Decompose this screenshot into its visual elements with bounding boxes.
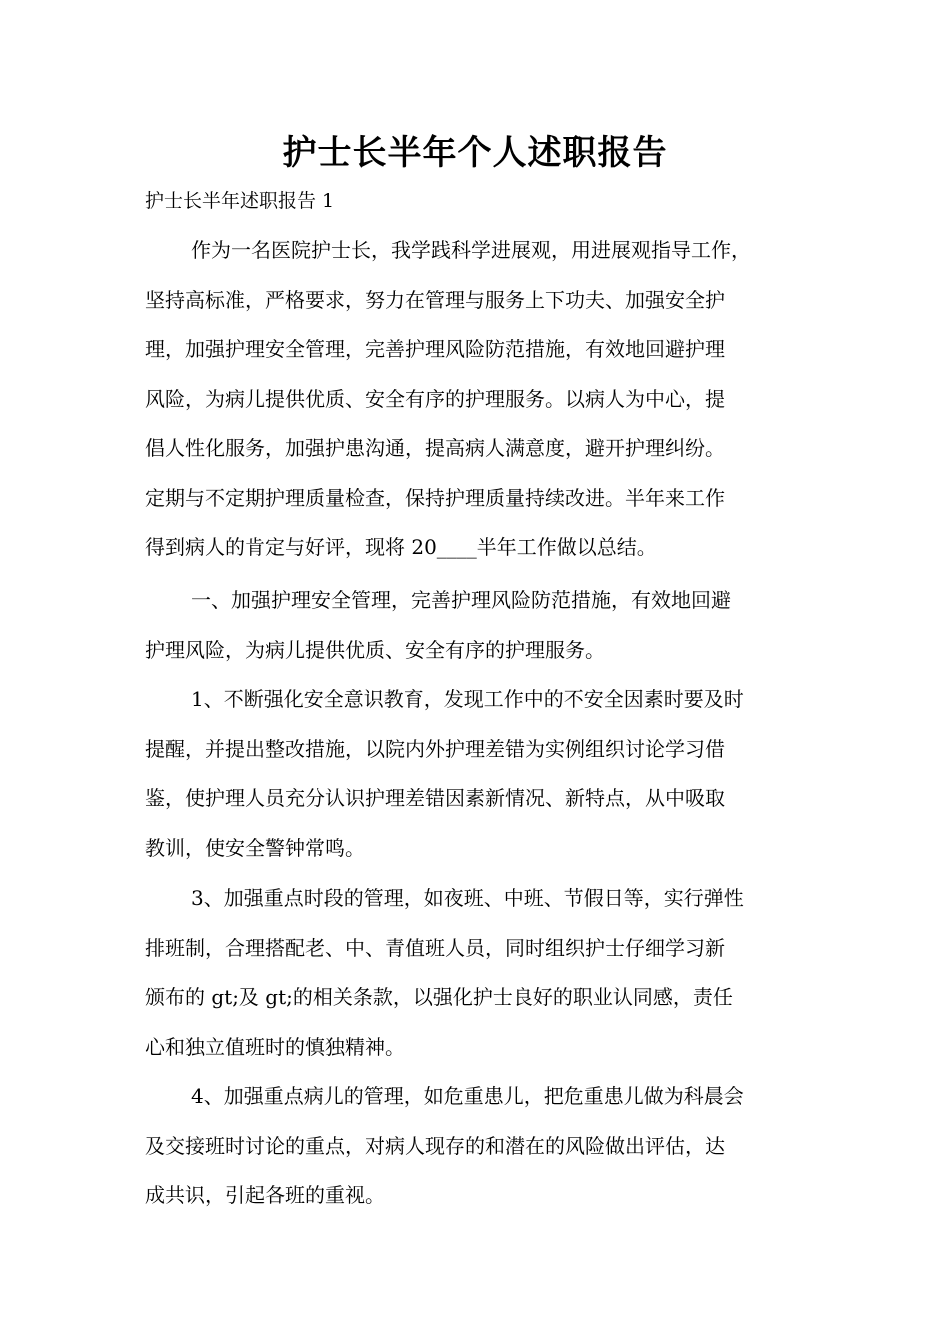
paragraph-line: 理，加强护理安全管理，完善护理风险防范措施，有效地回避护理 xyxy=(145,337,725,361)
paragraph-line: 定期与不定期护理质量检查，保持护理质量持续改进。半年来工作 xyxy=(145,485,725,510)
paragraph-line: 颁布的 gt;及 gt;的相关条款，以强化护士良好的职业认同感，责任 xyxy=(145,985,733,1009)
paragraph-item-1 xyxy=(145,675,807,873)
paragraph-line: 坚持高标准，严格要求，努力在管理与服务上下功夫、加强安全护 xyxy=(145,287,725,312)
paragraph-line: 排班制，合理搭配老、中、青值班人员，同时组织护士仔细学习新 xyxy=(145,935,725,960)
paragraph-item-3 xyxy=(145,874,807,1072)
paragraph-line: 4、加强重点病儿的管理，如危重患儿，把危重患儿做为科晨会 xyxy=(191,1084,744,1108)
paragraph-line: 风险，为病儿提供优质、安全有序的护理服务。以病人为中心，提 xyxy=(145,386,725,411)
paragraph-line: 1、不断强化安全意识教育，发现工作中的不安全因素时要及时 xyxy=(191,687,744,711)
paragraph-line: 倡人性化服务，加强护患沟通，提高病人满意度，避开护理纠纷。 xyxy=(145,436,725,460)
paragraph-line: 成共识，引起各班的重视。 xyxy=(145,1183,385,1207)
paragraph-line: 教训，使安全警钟常鸣。 xyxy=(145,835,365,860)
paragraph-line: 一、加强护理安全管理，完善护理风险防范措施，有效地回避 xyxy=(191,588,731,612)
paragraph-line: 及交接班时讨论的重点，对病人现存的和潜在的风险做出评估，达 xyxy=(145,1133,725,1158)
paragraph-line: 提醒，并提出整改措施，以院内外护理差错为实例组织讨论学习借 xyxy=(145,736,725,761)
paragraph-item-4 xyxy=(145,1072,807,1221)
document-title: 护士长半年个人述职报告 xyxy=(282,133,668,173)
paragraph-line: 心和独立值班时的慎独精神。 xyxy=(145,1034,405,1059)
paragraph-line: 3、加强重点时段的管理，如夜班、中班、节假日等，实行弹性 xyxy=(191,886,744,910)
paragraph-intro xyxy=(145,226,807,573)
paragraph-line: 得到病人的肯定与好评，现将 20____半年工作做以总结。 xyxy=(145,535,657,559)
document-subtitle: 护士长半年述职报告 1 xyxy=(145,190,335,212)
paragraph-line: 作为一名医院护士长，我学践科学进展观，用进展观指导工作， xyxy=(191,238,751,262)
paragraph-line: 鉴，使护理人员充分认识护理差错因素新情况、新特点，从中吸取 xyxy=(145,786,725,810)
paragraph-section-one xyxy=(145,576,807,675)
paragraph-line: 护理风险，为病儿提供优质、安全有序的护理服务。 xyxy=(145,637,605,662)
